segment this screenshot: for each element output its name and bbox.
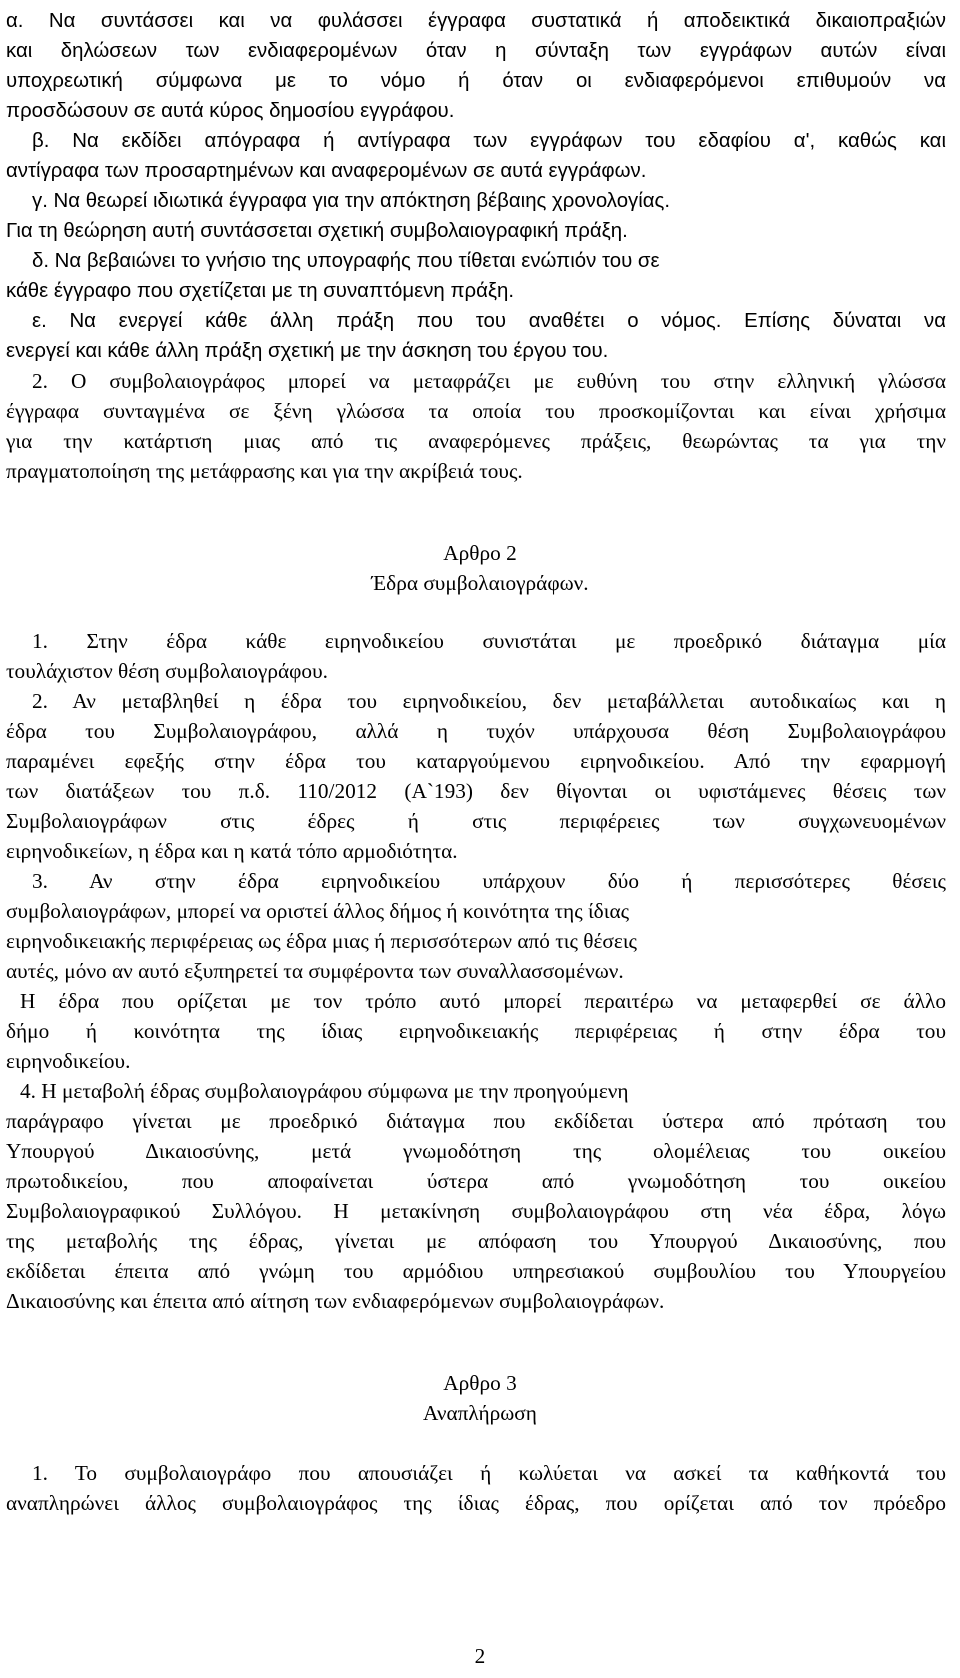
text-line: ενεργεί και κάθε άλλη πράξη σχετική με την άσκηση του έργου του. (6, 340, 609, 362)
article-title: Έδρα συμβολαιογράφων. (371, 571, 589, 595)
text-line: και δηλώσεων των ενδιαφερομένων όταν η σύνταξη των εγγράφων αυτών είναι (6, 40, 946, 62)
text-line: δήμο ή κοινότητα της ίδιας ειρηνοδικειακής περιφέρειας ή στην έδρα του (6, 1019, 946, 1043)
text-line: προσδώσουν σε αυτά κύρος δημοσίου εγγράφου. (6, 100, 455, 122)
text-line: συμβολαιογράφων, μπορεί να οριστεί άλλος δήμος ή κοινότητα της ίδιας (6, 899, 630, 923)
article-number: Αρθρο 3 (443, 1371, 517, 1395)
text-line: για την κατάρτιση μιας από τις αναφερόμενες πράξεις, θεωρώντας τα για την (6, 429, 946, 453)
text-line: έγγραφα συνταγμένα σε ξένη γλώσσα τα οποία του προσκομίζονται και είναι χρήσιμα (6, 399, 946, 423)
article-title: Αναπλήρωση (423, 1401, 537, 1425)
text-line: Η έδρα που ορίζεται με τον τρόπο αυτό μπορεί περαιτέρω να μεταφερθεί σε άλλο (20, 989, 946, 1013)
text-line: πραγματοποίηση της μετάφρασης και για την ακρίβειά τους. (6, 459, 523, 483)
text-line: υποχρεωτική σύμφωνα με το νόμο ή όταν οι ενδιαφερόμενοι επιθυμούν να (6, 70, 946, 92)
text-line: πρωτοδικείου, που αποφαίνεται ύστερα από γνωμοδότηση του οικείου (6, 1169, 946, 1193)
text-line: εκδίδεται έπειτα από γνώμη του αρμόδιου υπηρεσιακού συμβουλίου του Υπουργείου (6, 1259, 946, 1283)
text-line: ειρηνοδικείου. (6, 1049, 131, 1073)
text-line: 2. Αν μεταβληθεί η έδρα του ειρηνοδικείου, δεν μεταβάλλεται αυτοδικαίως και η (32, 689, 946, 713)
text-line: δ. Να βεβαιώνει το γνήσιο της υπογραφής που τίθεται ενώπιόν του σε (32, 250, 660, 272)
text-line: ειρηνοδικείων, η έδρα και η κατά τόπο αρμοδιότητα. (6, 839, 458, 863)
text-line: της μεταβολής της έδρας, γίνεται με απόφαση του Υπουργού Δικαιοσύνης, που (6, 1229, 946, 1253)
text-line: ειρηνοδικειακής περιφέρειας ως έδρα μιας ή περισσότερων από τις θέσεις (6, 929, 637, 953)
text-line: Συμβολαιογραφικού Συλλόγου. Η μετακίνηση συμβολαιογράφου στη νέα έδρα, λόγω (6, 1199, 946, 1223)
article-number: Αρθρο 2 (443, 541, 517, 565)
text-line: α. Να συντάσσει και να φυλάσσει έγγραφα συστατικά ή αποδεικτικά δικαιοπραξιών (6, 10, 946, 32)
text-line: παράγραφο γίνεται με προεδρικό διάταγμα που εκδίδεται ύστερα από πρόταση του (6, 1109, 946, 1133)
text-line: κάθε έγγραφο που σχετίζεται με τη συναπτόμενη πράξη. (6, 280, 515, 302)
text-line: παραμένει εφεξής στην έδρα του καταργούμενου ειρηνοδικείου. Από την εφαρμογή (6, 749, 946, 773)
text-line: έδρα του Συμβολαιογράφου, αλλά η τυχόν υπάρχουσα θέση Συμβολαιογράφου (6, 719, 946, 743)
text-line: Δικαιοσύνης και έπειτα από αίτηση των ενδιαφερόμενων συμβολαιογράφων. (6, 1289, 665, 1313)
text-line: 1. Στην έδρα κάθε ειρηνοδικείου συνιστάται με προεδρικό διάταγμα μία (32, 629, 946, 653)
text-line: αντίγραφα των προσαρτημένων και αναφερομένων σε αυτά εγγράφων. (6, 160, 647, 182)
text-line: 1. Το συμβολαιογράφο που απουσιάζει ή κωλύεται να ασκεί τα καθήκοντά του (32, 1461, 946, 1485)
text-line: β. Να εκδίδει απόγραφα ή αντίγραφα των εγγράφων του εδαφίου α', καθώς και (32, 130, 946, 152)
text-line: 2. Ο συμβολαιογράφος μπορεί να μεταφράζει με ευθύνη του στην ελληνική γλώσσα (32, 369, 946, 393)
text-line: ε. Να ενεργεί κάθε άλλη πράξη που του αναθέτει ο νόμος. Επίσης δύναται να (32, 310, 946, 332)
text-line: τουλάχιστον θέση συμβολαιογράφου. (6, 659, 328, 683)
text-line: Για τη θεώρηση αυτή συντάσσεται σχετική συμβολαιογραφική πράξη. (6, 220, 628, 242)
text-line: αναπληρώνει άλλος συμβολαιογράφος της ίδιας έδρας, που ορίζεται από τον πρόεδρο (6, 1491, 946, 1515)
text-line: αυτές, μόνο αν αυτό εξυπηρετεί τα συμφέροντα των συναλλασσομένων. (6, 959, 624, 983)
text-line: των διατάξεων του π.δ. 110/2012 (Α`193) δεν θίγονται οι υφιστάμενες θέσεις των (6, 779, 946, 803)
text-line: Υπουργού Δικαιοσύνης, μετά γνωμοδότηση της ολομέλειας του οικείου (6, 1139, 946, 1163)
text-line: Συμβολαιογράφων στις έδρες ή στις περιφέρειες των συγχωνευομένων (6, 809, 946, 833)
text-line: 3. Αν στην έδρα ειρηνοδικείου υπάρχουν δύο ή περισσότερες θέσεις (32, 869, 946, 893)
page-number: 2 (474, 1644, 486, 1668)
text-line: 4. Η μεταβολή έδρας συμβολαιογράφου σύμφωνα με την προηγούμενη (20, 1079, 629, 1103)
text-line: γ. Να θεωρεί ιδιωτικά έγγραφα για την απόκτηση βέβαιης χρονολογίας. (32, 190, 671, 212)
